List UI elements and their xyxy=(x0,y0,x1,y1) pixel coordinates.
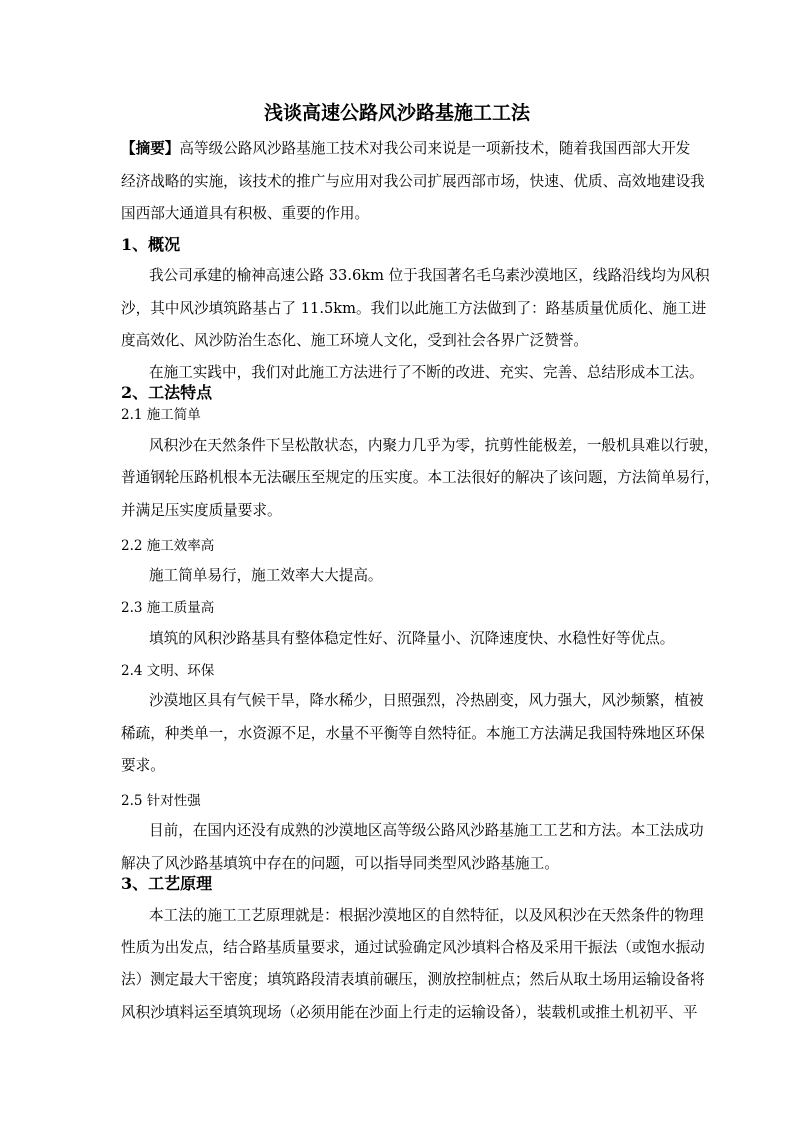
paragraph-line: 填筑的风积沙路基具有整体稳定性好、沉降量小、沉降速度快、水稳性好等优点。 xyxy=(149,630,675,647)
subsection-heading: 2.2 施工效率高 xyxy=(121,538,215,554)
paragraph-line: 本工法的施工工艺原理就是：根据沙漠地区的自然特征，以及风积沙在天然条件的物理 xyxy=(149,907,704,924)
paragraph-line: 并满足压实度质量要求。 xyxy=(121,502,282,519)
paragraph-line: 法）测定最大干密度；填筑路段清表填前碾压，测放控制桩点；然后从取土场用运输设备将 xyxy=(121,971,705,988)
section-heading: 3、工艺原理 xyxy=(121,874,213,893)
abstract-line-1: 【摘要】高等级公路风沙路基施工技术对我公司来说是一项新技术，随着我国西部大开发 xyxy=(121,140,691,157)
paragraph-line: 性质为出发点，结合路基质量要求，通过试验确定风沙填料合格及采用干振法（或饱水振动 xyxy=(121,939,705,956)
paragraph-line: 沙，其中风沙填筑路基占了 11.5km。我们以此施工方法做到了：路基质量优质化、施工进 xyxy=(121,300,707,317)
paragraph-line: 施工简单易行，施工效率大大提高。 xyxy=(149,567,383,584)
subsection-heading: 2.1 施工简单 xyxy=(121,407,201,423)
subsection-heading: 2.5 针对性强 xyxy=(121,793,201,809)
paragraph-line: 风积沙在天然条件下呈松散状态，内聚力几乎为零，抗剪性能极差，一般机具难以行驶， xyxy=(149,437,719,454)
paragraph-line: 风积沙填料运至填筑现场（必须用能在沙面上行走的运输设备），装载机或推土机初平、平 xyxy=(121,1004,698,1021)
subsection-heading: 2.4 文明、环保 xyxy=(121,663,215,679)
paragraph-line: 沙漠地区具有气候干旱，降水稀少，日照强烈，冷热剧变，风力强大，风沙频繁，植被 xyxy=(149,692,704,709)
subsection-heading: 2.3 施工质量高 xyxy=(121,600,215,616)
abstract-line-3: 国西部大通道具有积极、重要的作用。 xyxy=(121,205,370,222)
paragraph-line: 在施工实践中，我们对此施工方法进行了不断的改进、充实、完善、总结形成本工法。 xyxy=(149,364,704,381)
section-heading: 1、概况 xyxy=(121,235,181,254)
section-heading: 2、工法特点 xyxy=(121,383,213,402)
abstract-line-2: 经济战略的实施，该技术的推广与应用对我公司扩展西部市场，快速、优质、高效地建设我 xyxy=(121,173,705,190)
paragraph-line: 目前，在国内还没有成熟的沙漠地区高等级公路风沙路基施工工艺和方法。本工法成功 xyxy=(149,822,704,839)
paragraph-line: 我公司承建的榆神高速公路 33.6km 位于我国著名毛乌素沙漠地区，线路沿线均为风积 xyxy=(149,267,710,284)
abstract-label: 【摘要】 xyxy=(121,140,180,157)
paragraph-line: 普通钢轮压路机根本无法碾压至规定的压实度。本工法很好的解决了该问题，方法简单易行， xyxy=(121,469,720,486)
paragraph-line: 稀疏，种类单一，水资源不足，水量不平衡等自然特征。本施工方法满足我国特殊地区环保 xyxy=(121,725,705,742)
document-title: 浅谈高速公路风沙路基施工工法 xyxy=(263,102,530,124)
paragraph-line: 度高效化、风沙防治生态化、施工环境人文化，受到社会各界广泛赞誉。 xyxy=(121,332,589,349)
paragraph-line: 要求。 xyxy=(121,757,165,774)
paragraph-line: 解决了风沙路基填筑中存在的问题，可以指导同类型风沙路基施工。 xyxy=(121,855,559,872)
